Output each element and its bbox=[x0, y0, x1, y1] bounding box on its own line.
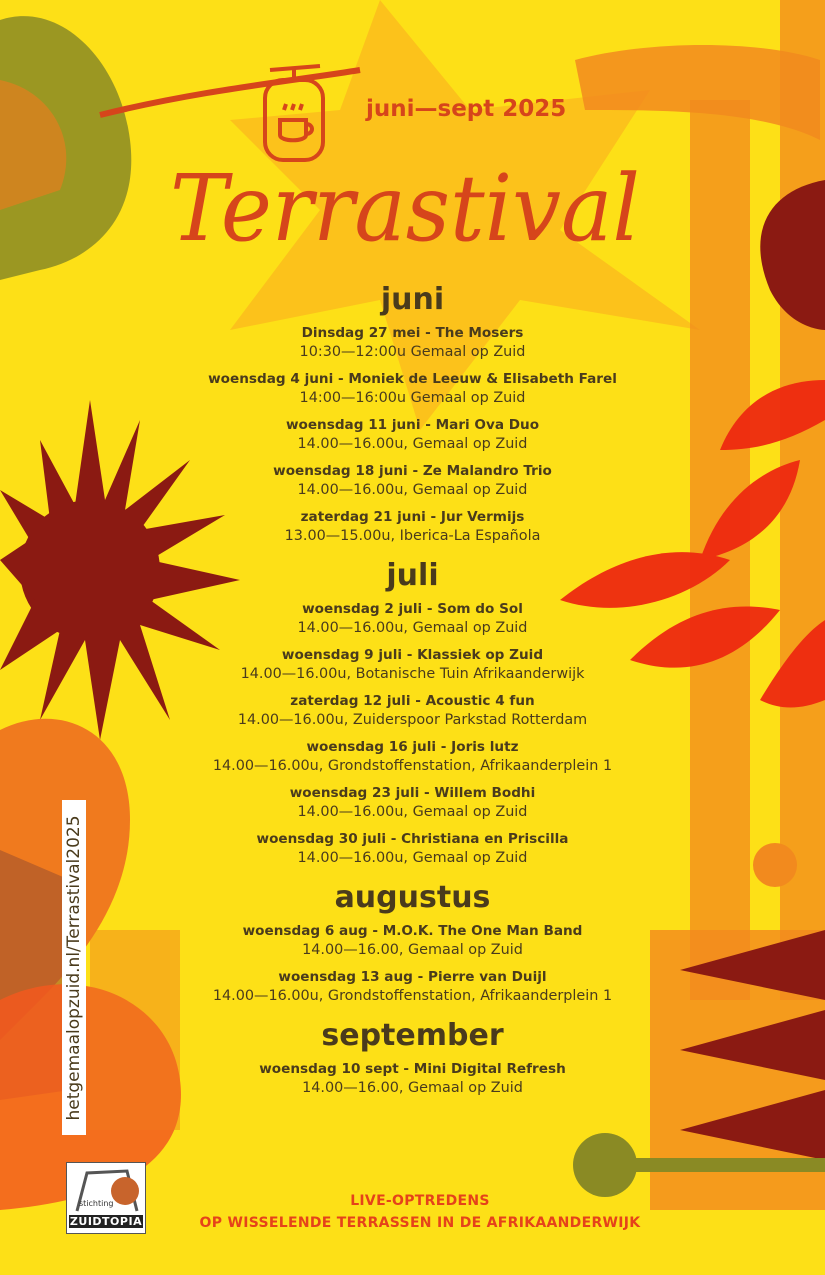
event-title: woensdag 6 aug - M.O.K. The One Man Band bbox=[242, 923, 583, 939]
event-title: woensdag 10 sept - Mini Digital Refresh bbox=[259, 1061, 566, 1077]
event-detail: 14.00—16.00u, Gemaal op Zuid bbox=[297, 620, 528, 636]
event-title: zaterdag 12 juli - Acoustic 4 fun bbox=[290, 693, 535, 709]
event-detail: 14.00—16.00u, Botanische Tuin Afrikaanderwijk bbox=[240, 666, 585, 682]
month-heading: juli bbox=[386, 558, 439, 593]
event-title: woensdag 11 juni - Mari Ova Duo bbox=[285, 417, 540, 433]
event-detail: 14.00—16.00, Gemaal op Zuid bbox=[302, 1080, 523, 1096]
event-item bbox=[150, 922, 675, 960]
event-title: woensdag 30 juli - Christiana en Priscilla bbox=[256, 831, 569, 847]
program-list bbox=[150, 282, 675, 1106]
event-item bbox=[150, 692, 675, 730]
event-item bbox=[150, 830, 675, 868]
title-logo bbox=[170, 130, 650, 280]
event-title: woensdag 4 juni - Moniek de Leeuw & Elisabeth Farel bbox=[208, 371, 617, 387]
event-item bbox=[150, 462, 675, 500]
month-heading: september bbox=[321, 1018, 504, 1053]
event-detail: 14.00—16.00u, Grondstoffenstation, Afrikaanderplein 1 bbox=[212, 758, 613, 774]
event-item bbox=[150, 1060, 675, 1098]
event-detail: 14.00—16.00, Gemaal op Zuid bbox=[302, 942, 523, 958]
footer-line-2: OP WISSELENDE TERRASSEN IN DE AFRIKAANDERWIJK bbox=[199, 1215, 641, 1231]
event-detail: 10:30—12:00u Gemaal op Zuid bbox=[299, 344, 526, 360]
event-title: zaterdag 21 juni - Jur Vermijs bbox=[300, 509, 525, 525]
website-link[interactable]: hetgemaalopzuid.nl/Terrastival2025 bbox=[64, 814, 84, 1121]
event-item bbox=[150, 416, 675, 454]
month-heading: juni bbox=[380, 282, 445, 317]
event-title: woensdag 23 juli - Willem Bodhi bbox=[289, 785, 536, 801]
event-item bbox=[150, 646, 675, 684]
event-detail: 13.00—15.00u, Iberica-La Española bbox=[284, 528, 541, 544]
drum-zigzag bbox=[680, 930, 825, 1160]
event-title: woensdag 13 aug - Pierre van Duijl bbox=[278, 969, 547, 985]
logo-name: ZUIDTOPIA bbox=[69, 1215, 143, 1228]
event-item bbox=[150, 600, 675, 638]
event-detail: 14.00—16.00u, Gemaal op Zuid bbox=[297, 804, 528, 820]
website-strip[interactable] bbox=[62, 800, 86, 1135]
dark-red-blob bbox=[760, 180, 825, 330]
page-title: Terrastival bbox=[170, 155, 640, 262]
event-title: woensdag 9 juli - Klassiek op Zuid bbox=[281, 647, 544, 663]
event-title: woensdag 18 juni - Ze Malandro Trio bbox=[273, 463, 552, 479]
event-item bbox=[150, 738, 675, 776]
event-detail: 14.00—16.00u, Gemaal op Zuid bbox=[297, 482, 528, 498]
month-heading: augustus bbox=[334, 880, 491, 915]
event-title: Dinsdag 27 mei - The Mosers bbox=[301, 325, 524, 341]
trumpet-knob bbox=[753, 843, 797, 887]
event-detail: 14.00—16.00u, Gemaal op Zuid bbox=[297, 850, 528, 866]
event-item bbox=[150, 508, 675, 546]
event-item bbox=[150, 370, 675, 408]
drumstick-handle bbox=[605, 1158, 825, 1172]
event-detail: 14:00—16:00u Gemaal op Zuid bbox=[299, 390, 526, 406]
event-title: woensdag 16 juli - Joris lutz bbox=[306, 739, 519, 755]
event-detail: 14.00—16.00u, Zuiderspoor Parkstad Rotterdam bbox=[237, 712, 588, 728]
event-item bbox=[150, 324, 675, 362]
event-detail: 14.00—16.00u, Gemaal op Zuid bbox=[297, 436, 528, 452]
event-title: woensdag 2 juli - Som do Sol bbox=[302, 601, 523, 617]
event-item bbox=[150, 784, 675, 822]
footer bbox=[100, 1190, 740, 1234]
event-detail: 14.00—16.00u, Grondstoffenstation, Afrikaanderplein 1 bbox=[212, 988, 613, 1004]
event-item bbox=[150, 968, 675, 1006]
logo-subtitle: stichting bbox=[79, 1199, 114, 1208]
footer-line-1: LIVE-OPTREDENS bbox=[350, 1193, 490, 1209]
date-range: juni—sept 2025 bbox=[366, 96, 567, 122]
